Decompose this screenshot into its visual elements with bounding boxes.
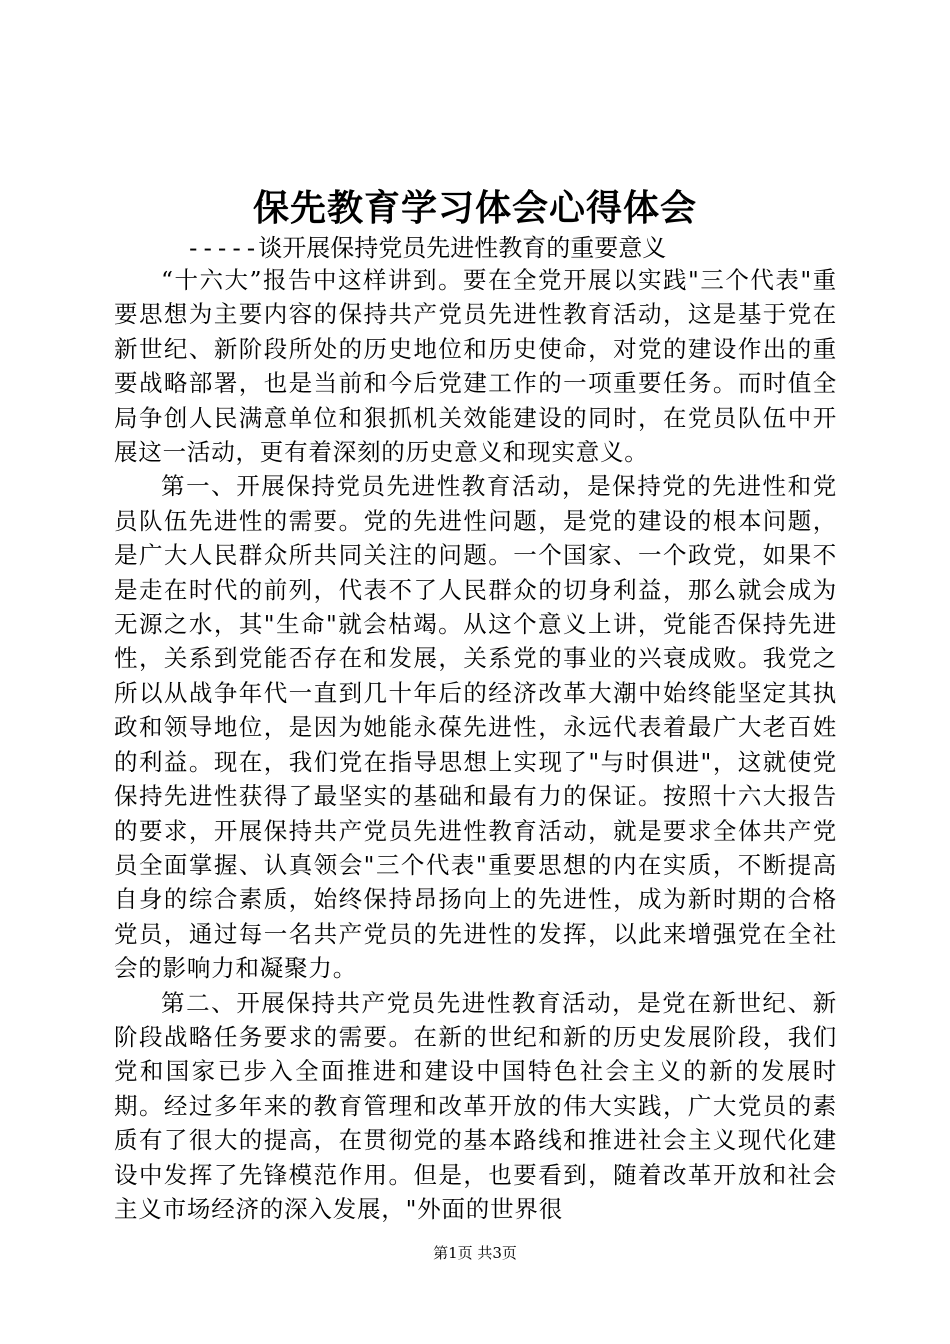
document-title: 保先教育学习体会心得体会	[252, 187, 697, 229]
body-paragraph-3: 第二、开展保持共产党员先进性教育活动，是党在新世纪、新阶段战略任务要求的需要。在新的世纪和新的历史发展阶段，我们党和国家已步入全面推进和建设中国特色社会主义的新的发展时期。经过多年来的教育管理和改革开放的伟大实践，广大党员的素质有了很大的提高，在贯彻党的基本路线和推进社会主义现代化建设中发挥了先锋模范作用。但是，也要看到，随着改革开放和社会主义市场经济的深入发展，"外面的世界很	[114, 988, 837, 1223]
body-paragraph-2: 第一、开展保持党员先进性教育活动，是保持党的先进性和党员队伍先进性的需要。党的先进性问题，是党的建设的根本问题，是广大人民群众所共同关注的问题。一个国家、一个政党，如果不是走在时代的前列，代表不了人民群众的切身利益，那么就会成为无源之水，其"生命"就会枯竭。从这个意义上讲，党能否保持先进性，关系到党能否存在和发展，关系党的事业的兴衰成败。我党之所以从战争年代一直到几十年后的经济改革大潮中始终能坚定其执政和领导地位，是因为她能永葆先进性，永远代表着最广大老百姓的利益。现在，我们党在指导思想上实现了"与时俱进"，这就使党保持先进性获得了最坚实的基础和最有力的保证。按照十六大报告的要求，开展保持共产党员先进性教育活动，就是要求全体共产党员全面掌握、认真领会"三个代表"重要思想的内在实质，不断提高自身的综合素质，始终保持昂扬向上的先进性，成为新时期的合格党员，通过每一名共产党员的先进性的发挥，以此来增强党在全社会的影响力和凝聚力。	[114, 472, 837, 983]
body-paragraph-1: “十六大”报告中这样讲到。要在全党开展以实践"三个代表"重要思想为主要内容的保持共产党员先进性教育活动，这是基于党在新世纪、新阶段所处的历史地位和历史使命，对党的建设作出的重要战略部署，也是当前和今后党建工作的一项重要任务。而时值全局争创人民满意单位和狠抓机关效能建设的同时，在党员队伍中开展这一活动，更有着深刻的历史意义和现实意义。	[114, 266, 837, 467]
document-subtitle: -----谈开展保持党员先进性教育的重要意义	[186, 234, 667, 262]
page-number-footer: 第1页 共3页	[433, 1244, 517, 1262]
document-body	[114, 263, 837, 1226]
